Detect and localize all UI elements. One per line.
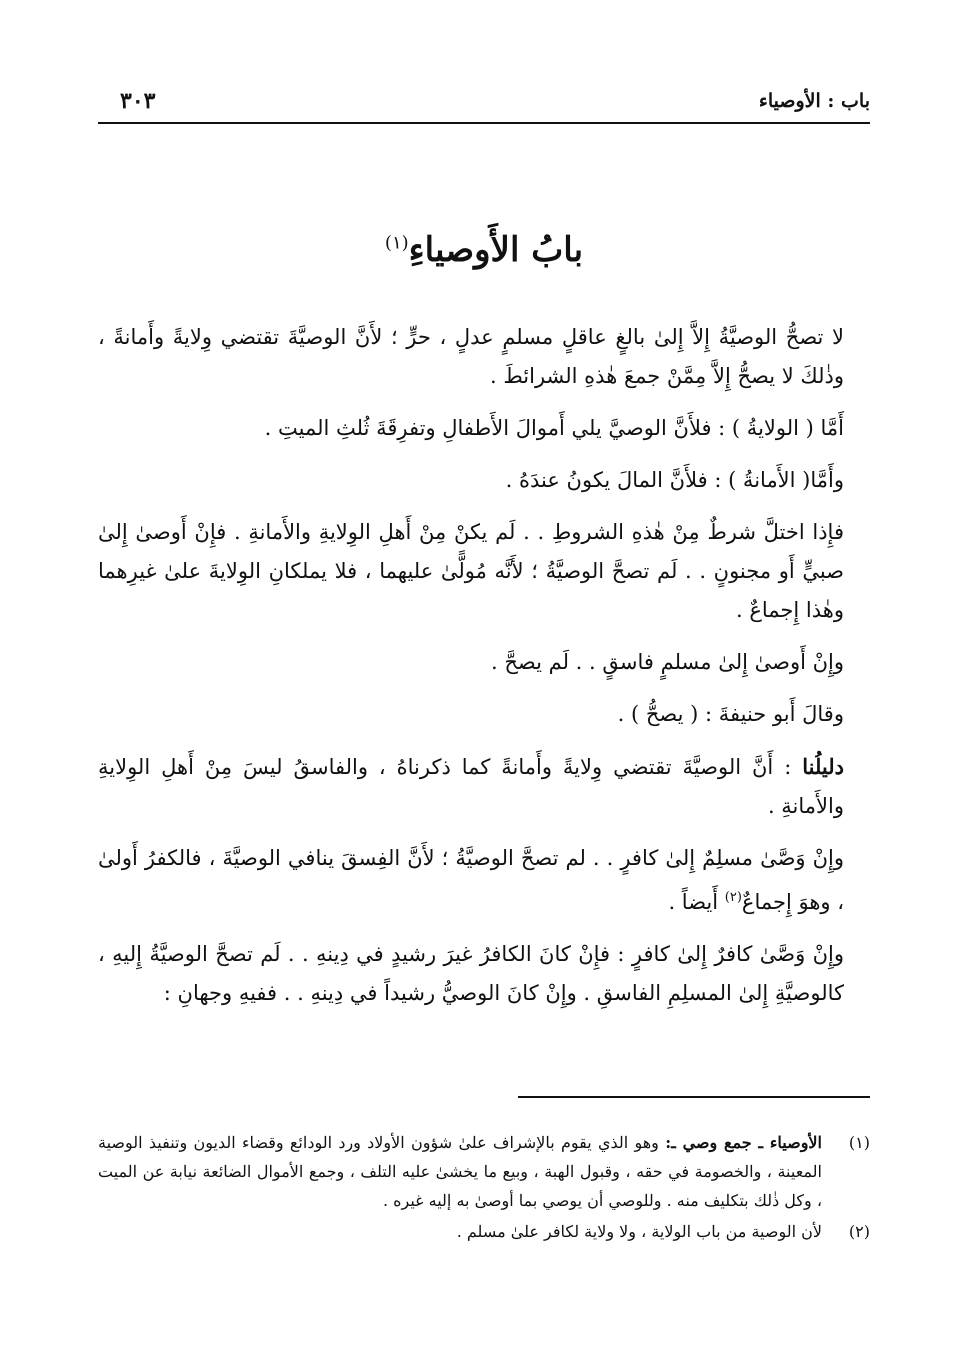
page-number: ٣٠٣ xyxy=(120,88,156,114)
footnote-body: وهو الذي يقوم بالإشراف علىٰ شؤون الأولاد ورد الودائع وقضاء الديون وتنفيذ الوصية المعينة ، والخصومة في حقه ، وقبول الهبة ، وبيع ما يخشىٰ عليه التلف ، وجمع الأموال الضائعة نيابة عن الميت ، وكل ذٰلك بتكليف منه . وللوصي أن يوصي بما أوصىٰ به إليه غيره . xyxy=(98,1133,823,1210)
paragraph-text: وأَمَّا( الأَمانةُ ) : فلأَنَّ المالَ يكونُ عندَهُ . xyxy=(505,468,844,492)
paragraph-text: أَمَّا ( الولايةُ ) : فلأَنَّ الوصيَّ يلي أَموالَ الأَطفالِ وتفرِقَةَ ثُلثِ الميتِ . xyxy=(264,416,844,440)
paragraph-text: فإِذا اختلَّ شرطٌ مِنْ هٰذهِ الشروطِ . . لَم يكنْ مِنْ أَهلِ الوِلايةِ والأَمانةِ . فإِنْ أَوصىٰ إِلىٰ صبيٍّ أَو مجنونٍ . . لَم تصحَّ الوصيَّةُ ؛ لأَنَّه مُولًّىٰ عليهما ، فلا يملكانِ الوِلايةَ علىٰ غيرِهما وهٰذا إِجماعٌ . xyxy=(98,520,844,622)
paragraph xyxy=(98,695,870,734)
footnote-marker: (٢) xyxy=(724,890,742,905)
paragraph-text: وإِنْ وَصَّىٰ كافرٌ إِلىٰ كافرٍ : فإِنْ كانَ الكافرُ غيرَ رشيدٍ في دِينهِ . . لَم تصحَّ الوصيَّةُ إِليهِ ، كالوصيَّةِ إِلىٰ المسلِمِ الفاسقِ . وإِنْ كانَ الوصيُّ رشيداً في دِينهِ . . ففيهِ وجهانِ : xyxy=(98,942,844,1005)
paragraph xyxy=(98,409,870,448)
paragraph-text-after: أَيضاً . xyxy=(668,890,725,914)
paragraph xyxy=(98,461,870,500)
running-title: باب : الأوصياء xyxy=(758,90,870,112)
paragraph xyxy=(98,318,870,396)
paragraph xyxy=(98,839,870,922)
footnote xyxy=(98,1128,870,1215)
footnote-lead: الأوصياء ـ جمع وصي ـ: xyxy=(665,1133,822,1152)
body-text xyxy=(98,318,870,1026)
footnote-number: (١) xyxy=(848,1133,870,1152)
footnote-text xyxy=(98,1128,822,1215)
footnote-text xyxy=(98,1217,822,1246)
paragraph-text: لا تصحُّ الوصيَّةُ إِلاَّ إِلىٰ بالغٍ عاقلٍ مسلمٍ عدلٍ ، حرٍّ ؛ لأَنَّ الوصيَّةَ تقتضي وِلايةً وأَمانةً ، وذٰلكَ لا يصحُّ إِلاَّ مِمَّنْ جمعَ هٰذهِ الشرائطَ . xyxy=(98,325,844,388)
running-header xyxy=(98,88,870,124)
paragraph-text: وإِنْ أَوصىٰ إِلىٰ مسلمٍ فاسقٍ . . لَم يصحَّ . xyxy=(491,650,844,674)
paragraph-text: : أَنَّ الوصيَّةَ تقتضي وِلايةً وأَمانةً كما ذكرناهُ ، والفاسقُ ليسَ مِنْ أَهلِ الوِلايةِ والأَمانةِ . xyxy=(98,755,844,818)
footnotes xyxy=(98,1128,870,1248)
paragraph-text: وقالَ أَبو حنيفةَ : ( يصحُّ ) . xyxy=(617,702,844,726)
book-page xyxy=(98,80,870,1340)
paragraph xyxy=(98,747,870,826)
footnote-separator xyxy=(518,1096,870,1098)
footnote-body: لأن الوصية من باب الولاية ، ولا ولاية لكافر علىٰ مسلم . xyxy=(456,1222,822,1241)
paragraph-text: وإِنْ وَصَّىٰ مسلِمٌ إِلىٰ كافرٍ . . لم تصحَّ الوصيَّةُ ؛ لأَنَّ الفِسقَ ينافي الوصيَّةَ ، فالكفرُ أَولىٰ ، وهوَ إِجماعٌ xyxy=(98,846,844,914)
footnote xyxy=(98,1217,870,1246)
footnote-number: (٢) xyxy=(848,1222,870,1241)
paragraph xyxy=(98,513,870,630)
chapter-footnote-marker: (١) xyxy=(384,232,409,254)
paragraph xyxy=(98,643,870,682)
chapter-title-text: بابُ الأَوصياءِ xyxy=(408,230,584,270)
paragraph xyxy=(98,935,870,1013)
chapter-title xyxy=(98,230,870,270)
paragraph-lead: دليلُنا xyxy=(802,754,844,779)
